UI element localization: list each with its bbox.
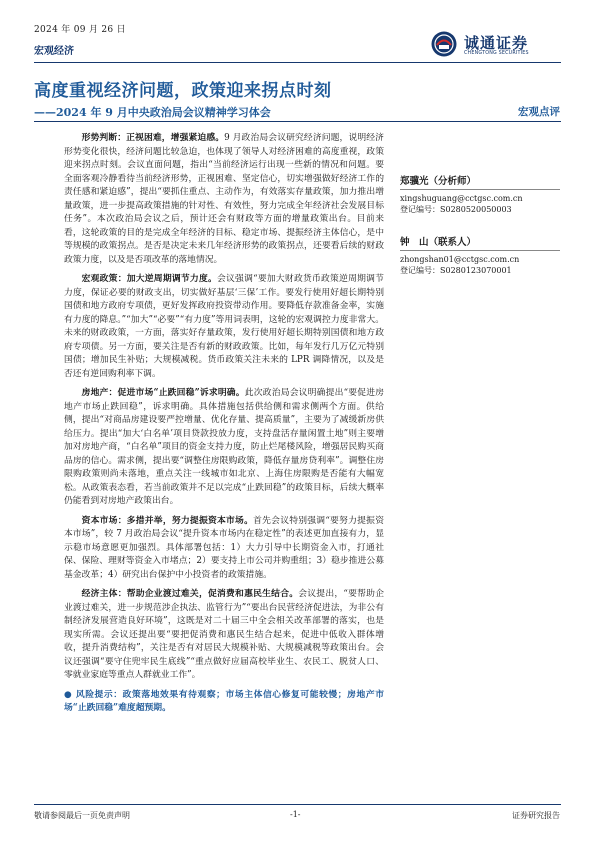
logo-text-en: CHENGTONG SECURITIES — [464, 51, 529, 56]
page-number: -1- — [290, 810, 301, 819]
paragraph-economic-entities — [64, 588, 384, 683]
footer-rule — [34, 804, 561, 805]
author-card — [400, 237, 560, 276]
author-name: 钟 山（联系人） — [400, 237, 477, 248]
author-registration: 登记编号：S0280520050003 — [400, 205, 512, 214]
report-date: 2024 年 09 月 26 日 — [34, 25, 126, 35]
paragraph-lead: 宏观政策：加大逆周期调节力度。 — [81, 274, 217, 284]
paragraph-text: 9 月政治局会议研究经济问题，说明经济形势变化很快，经济问题比较急迫，也体现了领导人对经济困难的高度重视，政策迎来拐点时刻。会议直面问题，指出“当前经济运行出现一些新的情况和问题。要全面客观冷静看待当前经济形势，正视困难、坚定信心，切实增强做好经济工作的责任感和紧迫感”，提出“要抓住重点、主动作为，有效落实存量政策，加力推出增量政策，进一步提高政策措施的针对性、有效性，努力完成全年经济社会发展目标任务”。本次政治局会议之后，预计还会有财政等方面的增量政策出台。目前来看，这轮政策的目的是完成全年经济的目标、稳定市场、提振经济主体信心，是中等规模的政策拐点。是否是决定未来几年经济形势的政策拐点，还要看后续的财政政策力度，以及是否项改革的落地情况。 — [64, 133, 384, 265]
paragraph-lead: 经济主体：帮助企业渡过难关，促消费和惠民生结合。 — [81, 589, 299, 599]
report-body — [64, 132, 384, 722]
disclaimer-note: 敬请参阅最后一页免责声明 — [34, 811, 130, 820]
paragraph-text: 会议提出，“要帮助企业渡过难关，进一步规范涉企执法、监管行为”“要出台民营经济促进法，为非公有制经济发展营造良好环境”，这既是对二十届三中全会相关改革部署的落实，也是现实所需。会议还提出要“要把促消费和惠民生结合起来，促进中低收入群体增收，提升消费结构”，关注是否有对居民大规模补贴、大规模减税等政策出台。会议还强调“要守住兜牢民生底线”“重点做好应届高校毕业生、农民工、脱贫人口、零就业家庭等重点人群就业工作”。 — [64, 589, 384, 680]
paragraph-situation — [64, 132, 384, 267]
paragraph-lead: 形势判断：正视困难，增强紧迫感。 — [81, 133, 225, 143]
header-rule — [34, 62, 561, 63]
paragraph-lead: 房地产：促进市场“止跌回稳”诉求明确。 — [81, 388, 245, 398]
logo-emblem-icon — [430, 30, 458, 58]
subtitle-rule — [34, 121, 561, 122]
author-divider — [400, 189, 560, 190]
footer-label: 证券研究报告 — [512, 811, 560, 820]
paragraph-real-estate — [64, 387, 384, 509]
paragraph-text: 会议强调“要加大财政货币政策逆周期调节力度，保证必要的财政支出，切实做好基层‘三保’工作。要发行使用好超长期特别国债和地方政府专项债，更好发挥政府投资带动作用。要降低存款准备金率，实施有力度的降息。”“加大”“必要”“有力度”等用词表明，这轮的宏观调控力度非常大。未来的财政政策，一方面，落实好存量政策，发行使用好超长期特别国债和地方政府专项债。另一方面，要关注是否有新的财政政策。比如，每年发行几万亿元特别国债；增加民生补贴；大规模减税。货币政策关注未来的 LPR 调降情况，以及是否还有逆回购利率下调。 — [64, 274, 384, 379]
author-divider — [400, 250, 560, 251]
author-registration: 登记编号：S0280123070001 — [400, 266, 512, 275]
paragraph-text: 首先会议特别强调“要努力提振资本市场”，较 7 月政治局会议“提升资本市场内在稳定性”的表述更加直接有力，显示稳市场意愿更加强烈。具体部署包括：1）大力引导中长期资金入市，打通社保、保险、理财等资金入市堵点；2）要支持上市公司并购重组；3）稳步推进公募基金改革；4）研究出台保护中小投资者的政策措施。 — [64, 515, 384, 580]
report-type: 宏观点评 — [518, 106, 560, 118]
report-title: 高度重视经济问题，政策迎来拐点时刻 — [34, 81, 332, 101]
risk-note: ● 风险提示：政策落地效果有待观察；市场主体信心修复可能较慢；房地产市场“止跌回稳”难度超预期。 — [64, 689, 384, 713]
paragraph-text: 此次政治局会议明确提出“要促进房地产市场止跌回稳”，诉求明确。具体措施包括供给侧和需求侧两个方面。供给侧，提出“对商品房建设要严控增量、优化存量、提高质量”，主要为了减缓新房供给压力。提出“加大‘白名单’项目贷款投放力度，支持盘活存量闲置土地”则主要增加对房地产商，“白名单”项目的资金支持力度，防止烂尾楼风险，增强居民购买商品房的信心。需求侧，提出要“调整住房限购政策，降低存量房贷利率”。调整住房限购政策则尚未落地，重点关注一线城市如北京、上海住房限购是否能有大幅宽松。从政策表态看，若当前政策并不足以完成“止跌回稳”的政策目标，后续大概率仍能看到对房地产政策出台。 — [64, 388, 385, 506]
author-email: xingshuguang@cctgsc.com.cn — [400, 194, 523, 203]
company-logo — [430, 28, 560, 60]
author-email: zhongshan01@cctgsc.com.cn — [400, 255, 520, 264]
report-category: 宏观经济 — [34, 46, 74, 57]
author-name: 郑骥光（分析师） — [400, 176, 477, 187]
logo-text: 诚通证券 — [464, 34, 529, 52]
report-subtitle: ——2024 年 9 月中央政治局会议精神学习体会 — [34, 106, 271, 119]
paragraph-macro-policy — [64, 273, 384, 381]
paragraph-lead: 资本市场：多措并举，努力提振资本市场。 — [81, 515, 254, 526]
paragraph-capital-market — [64, 515, 384, 583]
author-card — [400, 176, 560, 215]
